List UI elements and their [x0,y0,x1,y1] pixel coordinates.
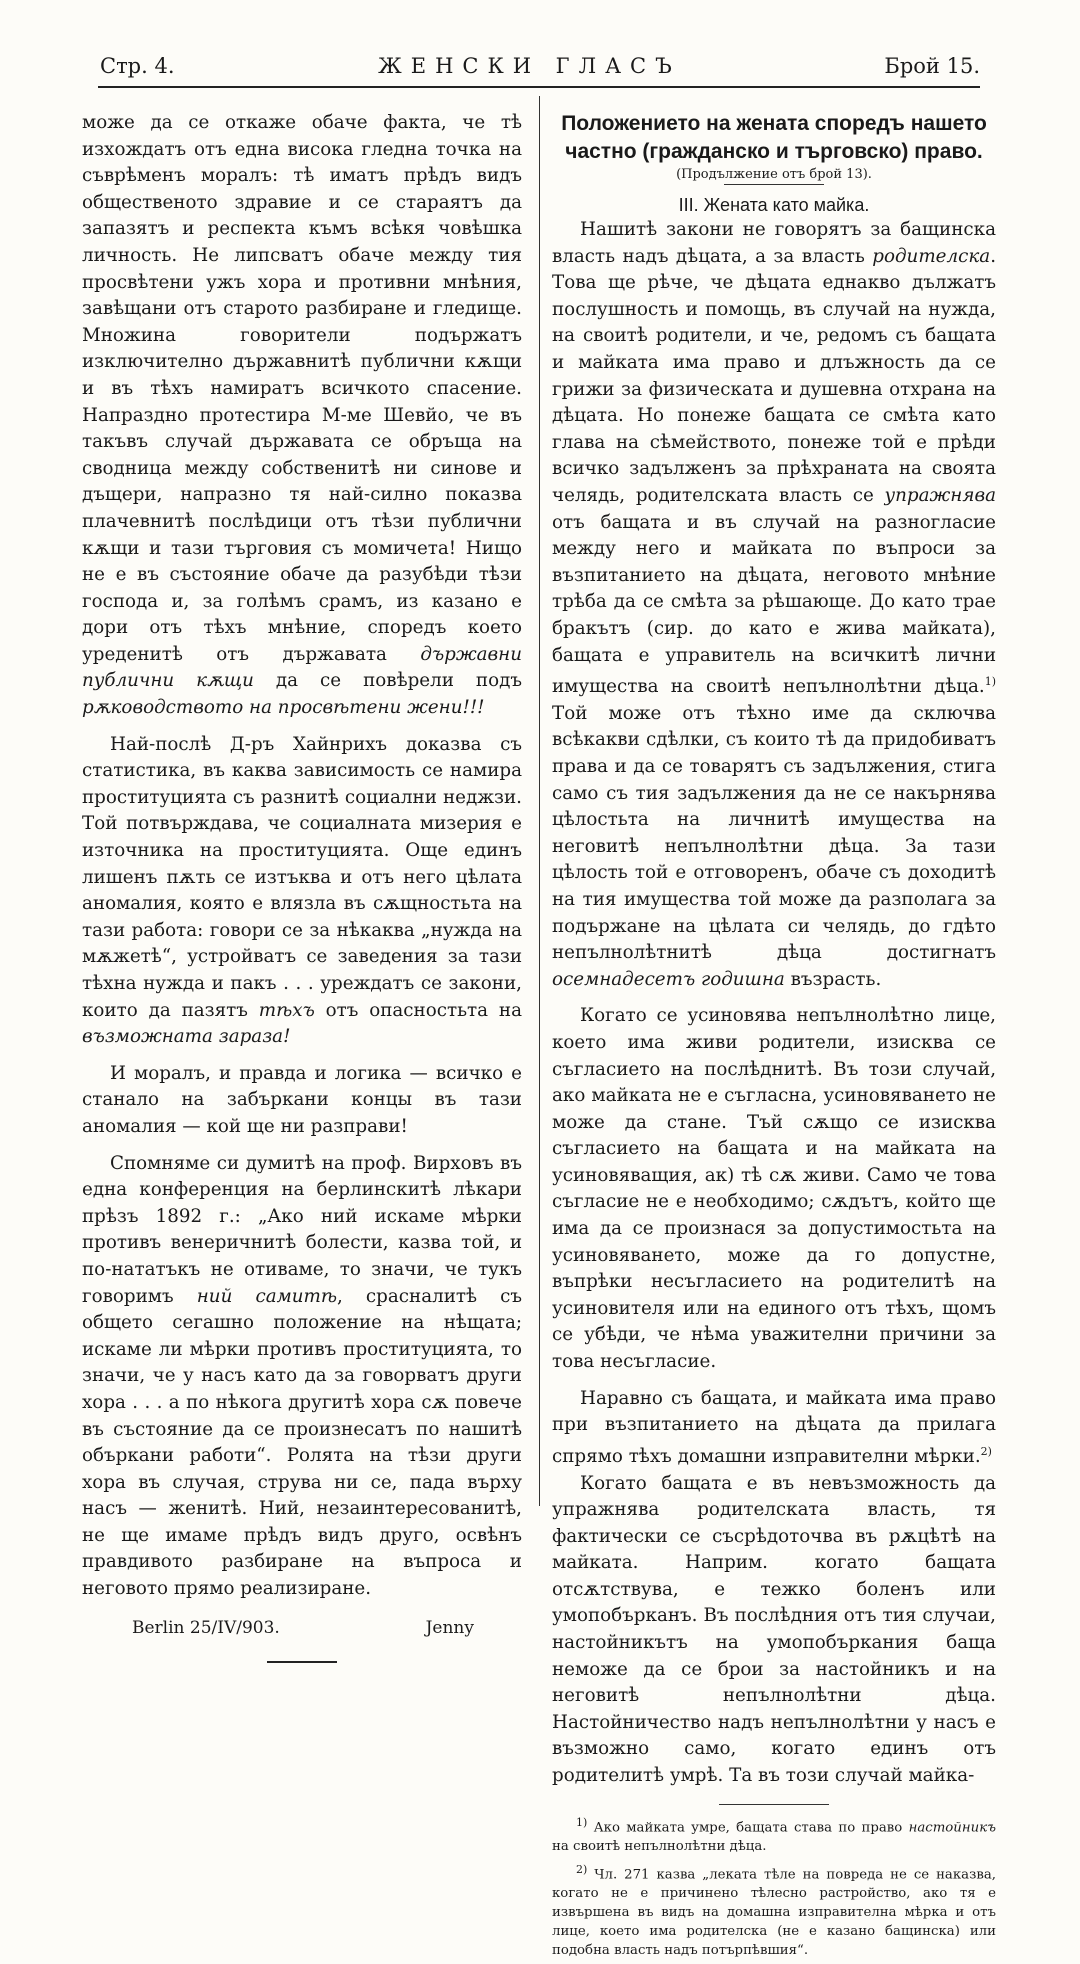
footnote-1: $^{1)}$ Ако майката умре, бащата става по право настойникъ на своитѣ непълнолѣтни дѣца. [552,1815,996,1855]
right-paragraph-4: Когато бащата е въ невъзможность да упражнява родителската власть, тя фактически се съсрѣдоточва въ рѫцѣтѣ на майката. Наприм. когато бащата отсѫтствува, е тежко боленъ или умопобърканъ. Въ послѣдния отъ тия случаи, настойникътъ на умопобъркания баща неможе да се брои за настойникъ и на неговитѣ непълнолѣтни дѣца. Настойничество надъ непълнолѣтни у насъ е възможно само, когато единъ отъ родителитѣ умрѣ. Та въ този случай майка- [552,1472,996,1787]
right-column [552,110,996,1964]
left-paragraph-4: Спомняме си думитѣ на проф. Вирховъ въ една конференция на берлинскитѣ лѣкари прѣзъ 1892 г.: „Ако ний искаме мѣрки противъ венеричнитѣ болести, казва той, и по-нататъкъ не отиваме, то значи, че тукъ говоримъ ний самитѣ, срасналитѣ съ общето сегашно положение на нѣщата; искаме ли мѣрки противъ проституцията, то значи, че у насъ като да за говорватъ други хора . . . а по нѣкога другитѣ хора сѫ повече въ състояние да се произнесатъ по нашитѣ объркани работи“. Ролята на тѣзи други хора въ случая, струва ни се, пада върху насъ — женитѣ. Ний, незаинтересованитѣ, не ще имаме прѣдъ видъ друго, освѣнъ правдивото разбиране на въпроса и неговото прямо реализиране. [82,1152,523,1600]
right-paragraph-3: Наравно съ бащата, и майката има право при възпитанието на дѣцата да прилага спрямо тѣхъ домашни изправителни мѣрки.$^{2)}$ [552,1387,996,1467]
left-column [82,110,522,1663]
footnote-ref-2: 2) [980,1444,992,1458]
masthead-title: ЖЕНСКИ ГЛАСЪ [378,54,681,78]
right-paragraph-1: Нашитѣ закони не говорятъ за бащинска власть надъ дѣцата, а за власть родителска. Това ще рѣче, че дѣцата еднакво дължатъ послушность и помощь, въ случай на нужда, на своитѣ родители, и че, редомъ съ бащата и майката има право и длъжность да се грижи за физическата и душевна отхрана на дѣцата. Но понеже бащата се смѣта като глава на сѣмейството, понеже той е прѣди всичко задълженъ за прѣхраната на своята челядь, родителската власть се упражнява отъ бащата и въ случай на разногласие между него и майката по въпроси за възпитанието на дѣцата, неговото мнѣние трѣба да се смѣта за рѣшающе. До като трае бракътъ (сир. до като е жива майката), бащата е управитель на всичкитѣ лични имущества на своитѣ непълнолѣтни дѣца.$^{1)}$ Той може отъ тѣхно име да сключва всѣкакви сдѣлки, съ които тѣ да придобиватъ права и да се товарятъ съ задължения, стига само съ тия задължения да не се накърнява цѣлостьта на личнитѣ имущества на неговитѣ непълнолѣтни дѣца. За тази цѣлость той е отговоренъ, обаче съ доходитѣ на тия имущества той може да разполага за подържане на цѣлата си челядь, до гдѣто непълнолѣтнитѣ дѣца достигнатъ осемнадесетъ годишна възрасть. [552,219,996,990]
footnote-rule [719,1804,829,1805]
right-paragraph-2: Когато се усиновява непълнолѣтно лице, което има живи родители, изисква се съгласието на послѣднитѣ. Въ този случай, ако майката не е съгласна, усиновяването не може да стане. Тъй сѫщо се изисква съгласието на бащата и на майката на усиновяващия, ак) тѣ сѫ живи. Само че това съгласие не е необходимо; сѫдътъ, който ще има да се произнася за допустимостьта на усиновяването, може да го допустне, въпрѣки несъгласието на родителитѣ на усиновителя или на единого отъ тѣхъ, щомъ се убѣди, че нѣма уважителни причини за това несъгласие. [552,1005,996,1373]
left-paragraph-1: може да се откаже обаче факта, че тѣ изхождатъ отъ една висока гледна точка на съврѣменъ моралъ: тѣ иматъ прѣдъ видъ общественото здравие и се стараятъ да запазятъ и респекта къмъ всѣкя човѣшка личность. Не липсватъ обаче между тия просвѣтени ужъ хора и противни мнѣния, завѣщани отъ старото разбиране и гледище. Множина говорители подържатъ изключително държавнитѣ публични кѫщи и въ тѣхъ намиратъ всичкото спасение. Напраздно протестира М-ме Шевйо, че въ такъвъ случай държавата се обръща на сводница между собственитѣ ни синове и дъщери, напразно тя най-силно показва плачевнитѣ послѣдици отъ тѣзи публични кѫщи и тази търговия съ момичета! Нищо не е въ състояние обаче да разубѣди тѣзи господа и, за голѣмъ срамъ, из казано е дори отъ тѣхъ мнѣние, споредъ което уреденитѣ отъ държавата държавни публични кѫщи да се повѣрели подъ рѫководството на просвѣтени жени!!! [82,112,522,719]
page-header [100,54,980,86]
left-paragraph-3: И моралъ, и правда и логика — всичко е станало на забъркани концы въ тази аномалия — кой ще ни разправи! [82,1062,522,1137]
footnote-ref-1: 1) [984,675,996,689]
left-paragraph-2: Най-послѣ Д-ръ Хайнрихъ доказва съ статистика, въ каква зависимость се намира проституцията съ разнитѣ социални неджзи. Той потвърждава, че социалната мизерия е източника на проституцията. Още единъ лишенъ пѫть се изтъква и отъ него цѣлата аномалия, която е влязла въ сѫщностьта на тази работа: говори се за нѣкаква „нужда на мѫжетѣ“, устройватъ се заведения за тази тѣхна нужда и пакъ . . . уреждатъ се закони, които да пазятъ тѣхъ отъ опасностьта на възможната зараза! [82,733,522,1048]
page-number: Стр. 4. [100,54,175,78]
article-end-rule [267,1661,337,1663]
issue-number: Брой 15. [884,54,980,78]
article-signature [82,1615,522,1642]
article-subtitle: (Продължение отъ брой 13). [676,167,872,182]
title-rule [724,184,824,185]
section-heading: III. Жената като майка. [678,195,870,215]
header-rule [98,86,980,88]
signature-name: Jenny [425,1617,474,1638]
article-title: Положението на жената споредъ нашето частно (гражданско и търговско) право. [561,112,987,163]
signature-place-date: Berlin 25/IV/903. [132,1617,280,1638]
footnote-2: $^{2)}$ Чл. 271 казва „леката тѣле на повреда не се наказва, когато не е причинено тѣлесно растройство, ако тя е извършена въ видъ на домашна изправителна мѣрка и отъ лице, което има родителска (не е казано бащинска) или подобна власть надъ потърпѣвшия“. [552,1863,996,1959]
column-divider [539,96,540,1506]
